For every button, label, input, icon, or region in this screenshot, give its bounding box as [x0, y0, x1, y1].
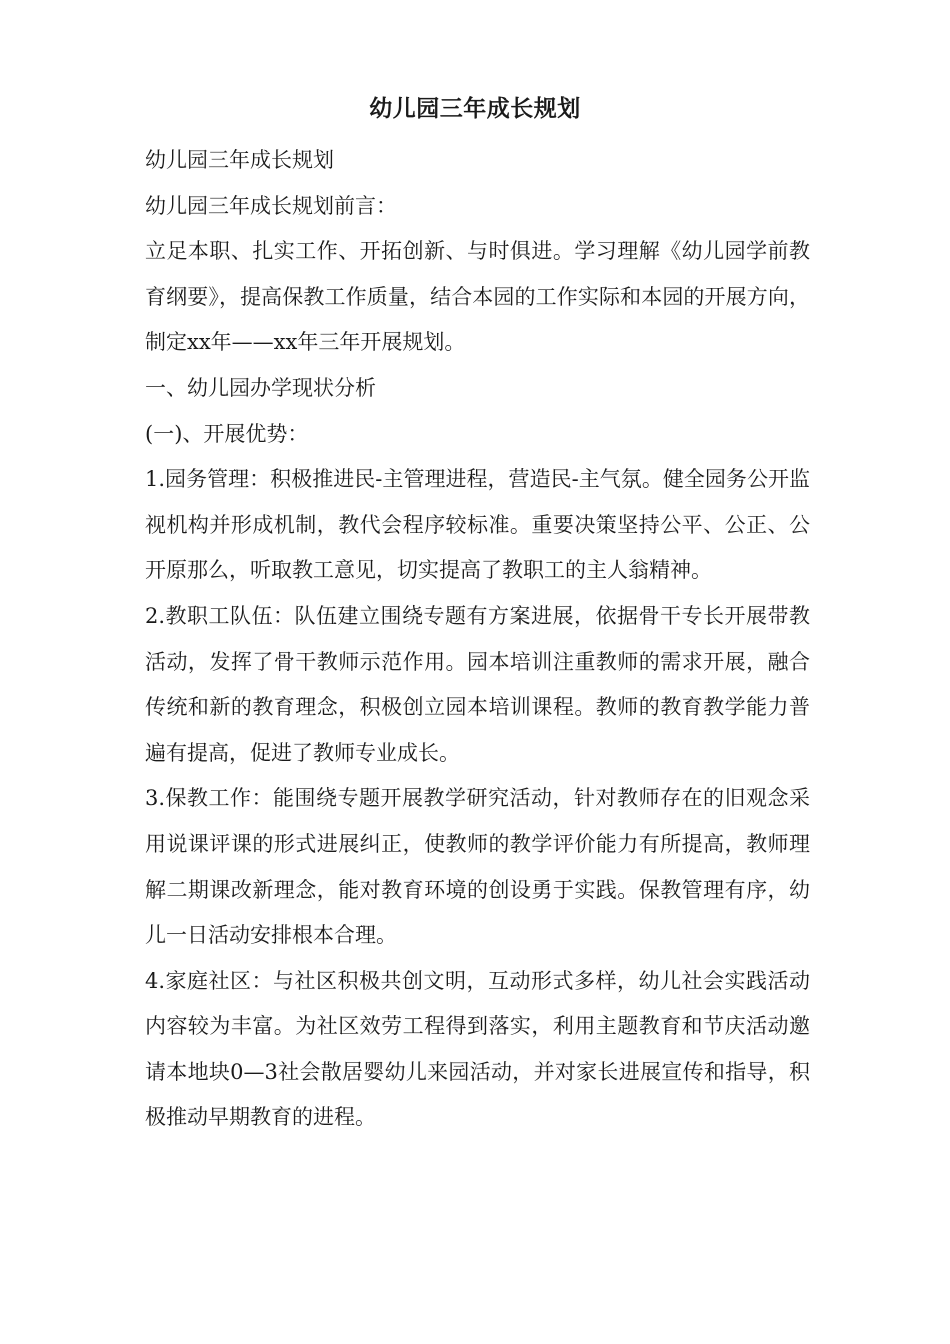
- paragraph-preface: 立足本职、扎实工作、开拓创新、与时俱进。学习理解《幼儿园学前教育纲要》，提高保教工作质量，结合本园的工作实际和本园的开展方向，制定xx年——xx年三年开展规划。: [145, 239, 810, 355]
- document-body: [145, 138, 810, 1141]
- paragraph-teaching: 3.保教工作：能围绕专题开展教学研究活动，针对教师存在的旧观念采用说课评课的形式进展纠正，使教师的教学评价能力有所提高，教师理解二期课改新理念，能对教育环境的创设勇于实践。保教管理有序，幼儿一日活动安排根本合理。: [145, 786, 810, 948]
- paragraph-community: 4.家庭社区：与社区积极共创文明，互动形式多样，幼儿社会实践活动内容较为丰富。为社区效劳工程得到落实，利用主题教育和节庆活动邀请本地块0—3社会散居婴幼儿来园活动，并对家长进展宣传和指导，积极推动早期教育的进程。: [145, 968, 810, 1130]
- paragraph-subtitle: 幼儿园三年成长规划: [145, 148, 334, 172]
- subsection-heading-advantages: (一)、开展优势：: [145, 421, 309, 446]
- paragraph-management: 1.园务管理：积极推进民-主管理进程，营造民-主气氛。健全园务公开监视机构并形成机制，教代会程序较标准。重要决策坚持公平、公正、公开原那么，听取教工意见，切实提高了教职工的主人翁精神。: [145, 467, 810, 583]
- document-title: 幼儿园三年成长规划: [369, 96, 581, 122]
- section-heading-status-analysis: 一、幼儿园办学现状分析: [145, 375, 376, 400]
- paragraph-preface-heading: 幼儿园三年成长规划前言：: [145, 193, 397, 218]
- paragraph-staff: 2.教职工队伍：队伍建立围绕专题有方案进展，依据骨干专长开展带教活动，发挥了骨干教师示范作用。园本培训注重教师的需求开展，融合传统和新的教育理念，积极创立园本培训课程。教师的教育教学能力普遍有提高，促进了教师专业成长。: [145, 603, 810, 765]
